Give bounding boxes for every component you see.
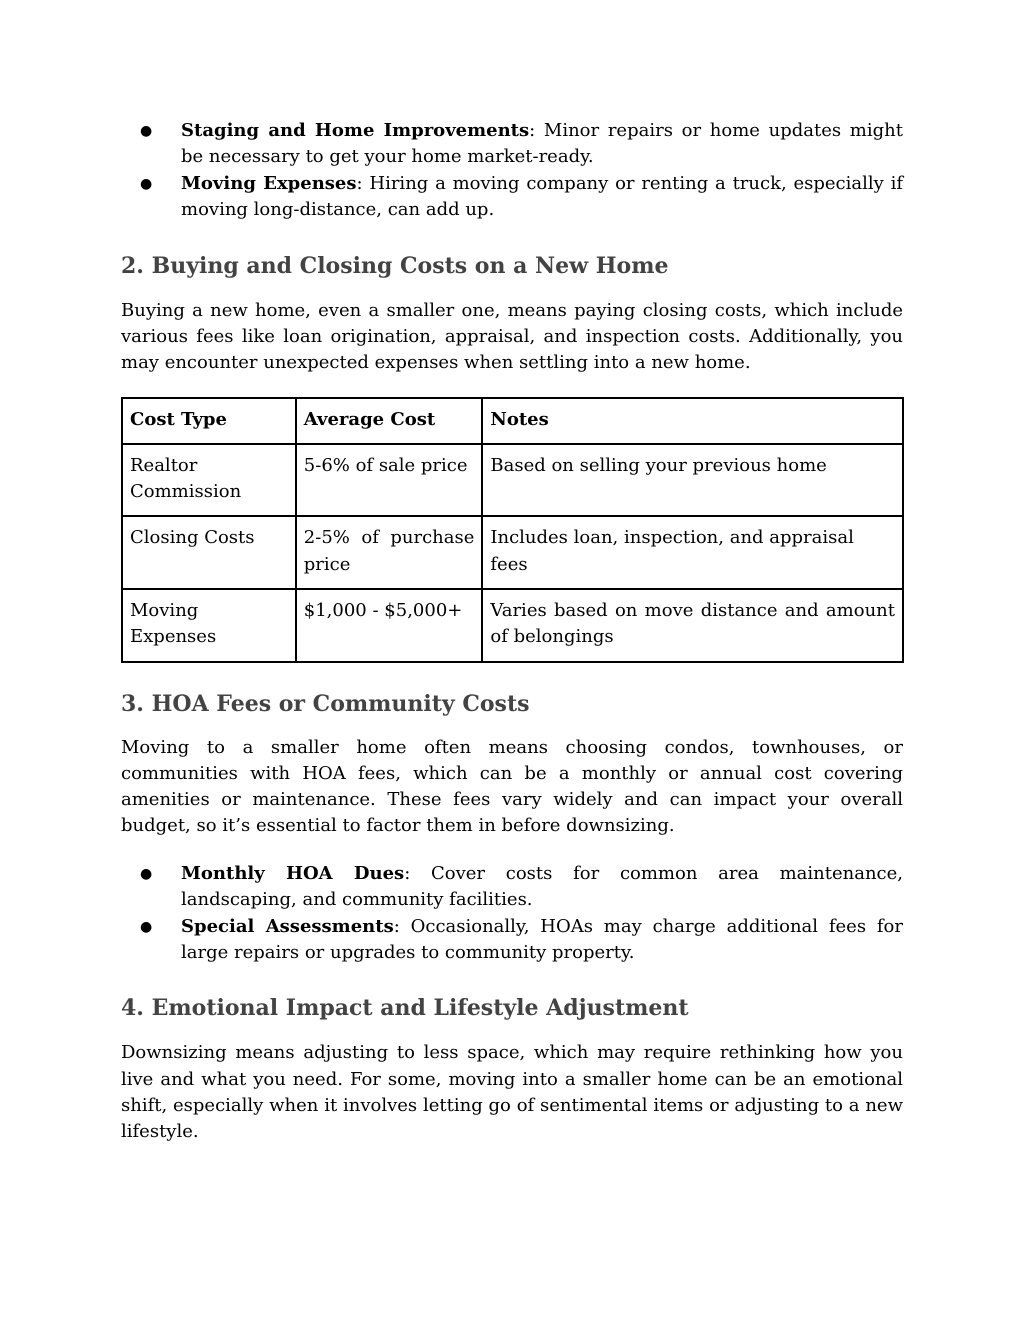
section-heading: 4. Emotional Impact and Lifestyle Adjustment bbox=[121, 995, 689, 1022]
section-heading: 2. Buying and Closing Costs on a New Home bbox=[121, 252, 669, 279]
cost-bullet-list bbox=[121, 118, 903, 224]
table-row bbox=[122, 589, 903, 662]
bullet-text: Hiring a moving company or renting a truck, especially if moving long-distance, can add up. bbox=[181, 172, 903, 221]
bullet-icon: ● bbox=[140, 918, 153, 935]
list-item bbox=[121, 861, 903, 914]
hoa-bullet-list bbox=[121, 861, 903, 967]
bullet-icon: ● bbox=[140, 123, 153, 139]
table-cell: 2-5% of purchase price bbox=[296, 516, 483, 589]
table-header-row bbox=[122, 398, 903, 444]
section-heading: 3. HOA Fees or Community Costs bbox=[121, 690, 530, 717]
list-item bbox=[121, 118, 903, 171]
bullet-term: Special Assessments bbox=[181, 915, 394, 937]
document-content bbox=[121, 118, 903, 1146]
table-cell: 5-6% of sale price bbox=[296, 444, 483, 517]
section-paragraph: Downsizing means adjusting to less space, which may require rethinking how you live and what you need. For some, moving into a smaller home can be an emotional shift, especially when it involves letting go of sentimental items or adjusting to a new lifestyle. bbox=[121, 1042, 903, 1143]
term-separator: : bbox=[356, 172, 370, 194]
section-paragraph: Moving to a smaller home often means choosing condos, townhouses, or communities with HOA fees, which can be a monthly or annual cost covering amenities or maintenance. These fees vary widely and can impact your overall budget, so it’s essential to factor them in before downsizing. bbox=[121, 736, 903, 837]
bullet-term: Monthly HOA Dues bbox=[181, 862, 405, 884]
bullet-term: Staging and Home Improvements bbox=[181, 120, 530, 141]
cost-table bbox=[121, 397, 904, 663]
bullet-text: Minor repairs or home updates might be necessary to get your home market-ready. bbox=[181, 120, 903, 168]
table-cell: Realtor Commission bbox=[122, 444, 296, 517]
column-header: Average Cost bbox=[296, 398, 483, 444]
bullet-icon: ● bbox=[140, 865, 153, 882]
list-item bbox=[121, 914, 903, 967]
column-header: Cost Type bbox=[122, 398, 296, 444]
term-separator: : bbox=[529, 120, 544, 141]
table-cell: Based on selling your previous home bbox=[482, 444, 903, 517]
bullet-icon: ● bbox=[140, 175, 153, 192]
term-separator: : bbox=[393, 915, 411, 937]
table-cell: Closing Costs bbox=[122, 516, 296, 589]
table-cell: $1,000 - $5,000+ bbox=[296, 589, 483, 662]
bullet-text: Cover costs for common area maintenance, landscaping, and community facilities. bbox=[181, 862, 904, 911]
bullet-text: Occasionally, HOAs may charge additional fees for large repairs or upgrades to community property. bbox=[181, 915, 903, 963]
table-cell: Varies based on move distance and amount of belongings bbox=[482, 589, 903, 662]
bullet-term: Moving Expenses bbox=[181, 172, 357, 194]
table-cell: Moving Expenses bbox=[122, 589, 296, 662]
list-item bbox=[121, 171, 903, 224]
table-row bbox=[122, 444, 903, 517]
column-header: Notes bbox=[482, 398, 903, 444]
section-paragraph: Buying a new home, even a smaller one, means paying closing costs, which include various fees like loan origination, appraisal, and inspection costs. Additionally, you may encounter unexpected expenses when settling into a new home. bbox=[121, 299, 903, 374]
table-cell: Includes loan, inspection, and appraisal fees bbox=[482, 516, 903, 589]
table-row bbox=[122, 516, 903, 589]
term-separator: : bbox=[404, 862, 431, 884]
